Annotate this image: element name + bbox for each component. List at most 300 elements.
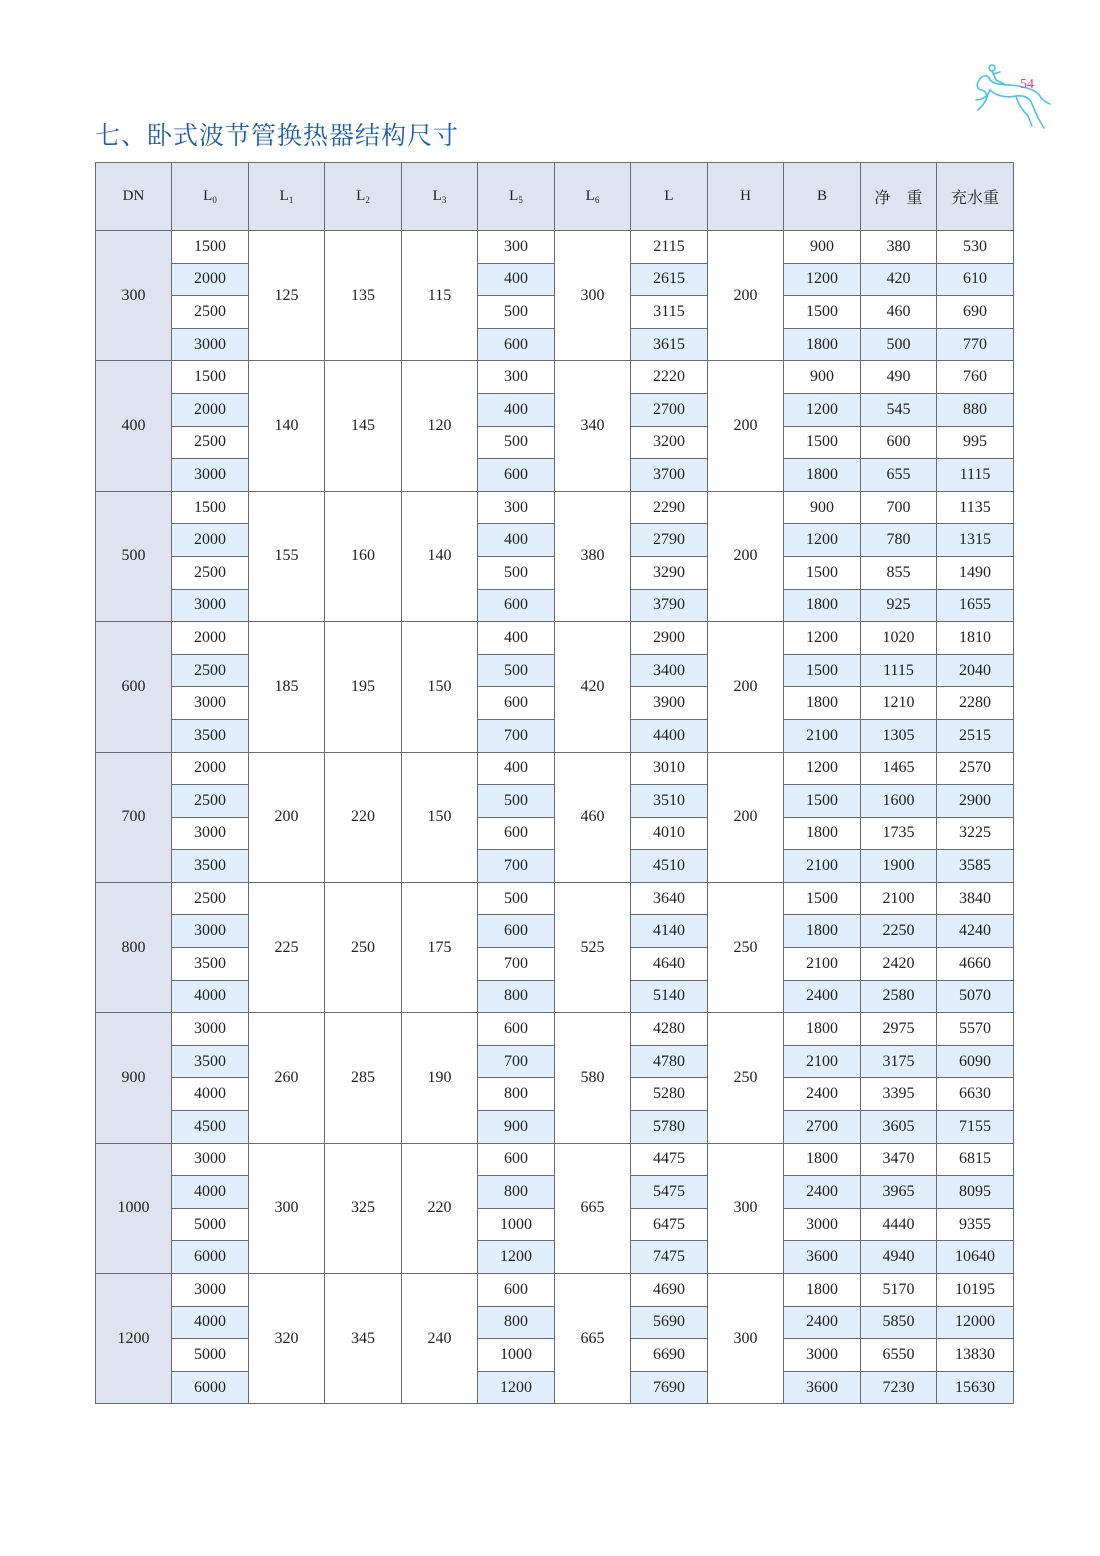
l2-cell: 220 <box>325 752 402 882</box>
net-weight-cell: 925 <box>861 589 937 622</box>
net-weight-cell: 5850 <box>861 1306 937 1339</box>
net-weight-cell: 2420 <box>861 948 937 981</box>
water-weight-cell: 530 <box>937 231 1014 264</box>
l5-cell: 600 <box>478 459 555 492</box>
net-weight-cell: 490 <box>861 361 937 394</box>
water-weight-cell: 3225 <box>937 817 1014 850</box>
l1-cell: 260 <box>249 1013 325 1143</box>
l5-cell: 800 <box>478 1306 555 1339</box>
l0-cell: 1500 <box>172 361 249 394</box>
net-weight-cell: 855 <box>861 556 937 589</box>
b-cell: 1500 <box>784 426 861 459</box>
l5-cell: 700 <box>478 850 555 883</box>
water-weight-cell: 10195 <box>937 1274 1014 1307</box>
l3-cell: 220 <box>402 1143 478 1273</box>
net-weight-cell: 1465 <box>861 752 937 785</box>
l-cell: 3200 <box>631 426 708 459</box>
l-cell: 4780 <box>631 1045 708 1078</box>
b-cell: 1500 <box>784 785 861 818</box>
l6-cell: 525 <box>555 882 631 1012</box>
l3-cell: 150 <box>402 622 478 752</box>
l-cell: 4690 <box>631 1274 708 1307</box>
l0-cell: 2500 <box>172 426 249 459</box>
l5-cell: 500 <box>478 296 555 329</box>
b-cell: 1500 <box>784 882 861 915</box>
net-weight-cell: 1735 <box>861 817 937 850</box>
l5-cell: 500 <box>478 654 555 687</box>
water-weight-cell: 9355 <box>937 1208 1014 1241</box>
l5-cell: 500 <box>478 556 555 589</box>
l-cell: 7690 <box>631 1371 708 1404</box>
table-row <box>96 361 1014 394</box>
water-weight-cell: 5570 <box>937 1013 1014 1046</box>
column-header <box>555 163 631 231</box>
l-cell: 5780 <box>631 1111 708 1144</box>
net-weight-cell: 3470 <box>861 1143 937 1176</box>
net-weight-cell: 3175 <box>861 1045 937 1078</box>
b-cell: 1200 <box>784 263 861 296</box>
l-cell: 3400 <box>631 654 708 687</box>
l0-cell: 3000 <box>172 1143 249 1176</box>
l5-cell: 500 <box>478 426 555 459</box>
net-weight-cell: 600 <box>861 426 937 459</box>
b-cell: 3600 <box>784 1241 861 1274</box>
l0-cell: 3000 <box>172 1274 249 1307</box>
h-cell: 200 <box>708 622 784 752</box>
l-cell: 4640 <box>631 948 708 981</box>
l-cell: 2615 <box>631 263 708 296</box>
water-weight-cell: 7155 <box>937 1111 1014 1144</box>
b-cell: 1500 <box>784 654 861 687</box>
l5-cell: 300 <box>478 491 555 524</box>
water-weight-cell: 4660 <box>937 948 1014 981</box>
l0-cell: 1500 <box>172 491 249 524</box>
l0-cell: 5000 <box>172 1339 249 1372</box>
water-weight-cell: 6090 <box>937 1045 1014 1078</box>
l1-cell: 200 <box>249 752 325 882</box>
b-cell: 2700 <box>784 1111 861 1144</box>
column-header-label: L <box>203 188 213 204</box>
column-header <box>708 163 784 231</box>
water-weight-cell: 1115 <box>937 459 1014 492</box>
l-cell: 2220 <box>631 361 708 394</box>
l-cell: 2790 <box>631 524 708 557</box>
table-row <box>96 491 1014 524</box>
net-weight-cell: 2100 <box>861 882 937 915</box>
water-weight-cell: 1315 <box>937 524 1014 557</box>
l-cell: 5475 <box>631 1176 708 1209</box>
l0-cell: 2500 <box>172 882 249 915</box>
water-weight-cell: 690 <box>937 296 1014 329</box>
column-header-label: L <box>664 188 674 204</box>
l5-cell: 900 <box>478 1111 555 1144</box>
water-weight-cell: 2900 <box>937 785 1014 818</box>
l1-cell: 300 <box>249 1143 325 1273</box>
column-header <box>172 163 249 231</box>
l2-cell: 145 <box>325 361 402 491</box>
b-cell: 3600 <box>784 1371 861 1404</box>
column-header-subscript: 3 <box>441 195 447 205</box>
column-header-label: 净 重 <box>874 188 923 207</box>
column-header-subscript: 0 <box>212 195 217 205</box>
dn-cell: 600 <box>96 622 172 752</box>
column-header-label: DN <box>122 188 145 204</box>
table-body <box>96 231 1014 1404</box>
l3-cell: 190 <box>402 1013 478 1143</box>
l5-cell: 500 <box>478 882 555 915</box>
l2-cell: 250 <box>325 882 402 1012</box>
l1-cell: 155 <box>249 491 325 621</box>
l2-cell: 325 <box>325 1143 402 1273</box>
l5-cell: 400 <box>478 263 555 296</box>
dn-cell: 800 <box>96 882 172 1012</box>
b-cell: 3000 <box>784 1339 861 1372</box>
dn-cell: 400 <box>96 361 172 491</box>
water-weight-cell: 2515 <box>937 719 1014 752</box>
water-weight-cell: 880 <box>937 393 1014 426</box>
l0-cell: 6000 <box>172 1371 249 1404</box>
b-cell: 2400 <box>784 1176 861 1209</box>
column-header <box>861 163 937 231</box>
column-header <box>249 163 325 231</box>
table-row <box>96 882 1014 915</box>
column-header <box>478 163 555 231</box>
l5-cell: 800 <box>478 1078 555 1111</box>
l5-cell: 400 <box>478 524 555 557</box>
page-title: 七、卧式波节管换热器结构尺寸 <box>95 121 460 150</box>
net-weight-cell: 2975 <box>861 1013 937 1046</box>
water-weight-cell: 6630 <box>937 1078 1014 1111</box>
l5-cell: 600 <box>478 817 555 850</box>
column-header-label: L <box>432 188 442 204</box>
l2-cell: 160 <box>325 491 402 621</box>
l6-cell: 380 <box>555 491 631 621</box>
dn-cell: 700 <box>96 752 172 882</box>
l5-cell: 600 <box>478 1143 555 1176</box>
h-cell: 200 <box>708 491 784 621</box>
l0-cell: 2000 <box>172 752 249 785</box>
l-cell: 3615 <box>631 328 708 361</box>
dn-cell: 1000 <box>96 1143 172 1273</box>
l-cell: 3900 <box>631 687 708 720</box>
net-weight-cell: 7230 <box>861 1371 937 1404</box>
b-cell: 2100 <box>784 1045 861 1078</box>
l6-cell: 665 <box>555 1143 631 1273</box>
l5-cell: 600 <box>478 687 555 720</box>
h-cell: 300 <box>708 1143 784 1273</box>
b-cell: 1800 <box>784 1013 861 1046</box>
b-cell: 1800 <box>784 1274 861 1307</box>
l0-cell: 3500 <box>172 850 249 883</box>
net-weight-cell: 4440 <box>861 1208 937 1241</box>
column-header-label: L <box>356 188 366 204</box>
net-weight-cell: 3965 <box>861 1176 937 1209</box>
l1-cell: 140 <box>249 361 325 491</box>
l5-cell: 1200 <box>478 1241 555 1274</box>
l-cell: 4280 <box>631 1013 708 1046</box>
water-weight-cell: 8095 <box>937 1176 1014 1209</box>
net-weight-cell: 780 <box>861 524 937 557</box>
l5-cell: 300 <box>478 231 555 264</box>
b-cell: 1800 <box>784 817 861 850</box>
l0-cell: 3000 <box>172 589 249 622</box>
l-cell: 5140 <box>631 980 708 1013</box>
l5-cell: 1000 <box>478 1208 555 1241</box>
l0-cell: 4000 <box>172 1176 249 1209</box>
net-weight-cell: 700 <box>861 491 937 524</box>
l0-cell: 4000 <box>172 1078 249 1111</box>
column-header-subscript: 6 <box>594 195 600 205</box>
dimensions-table <box>95 162 1014 1404</box>
column-header-subscript: 1 <box>288 195 294 205</box>
l-cell: 3790 <box>631 589 708 622</box>
l5-cell: 700 <box>478 719 555 752</box>
l5-cell: 600 <box>478 1274 555 1307</box>
b-cell: 2400 <box>784 980 861 1013</box>
water-weight-cell: 3840 <box>937 882 1014 915</box>
net-weight-cell: 655 <box>861 459 937 492</box>
h-cell: 200 <box>708 361 784 491</box>
l2-cell: 345 <box>325 1274 402 1404</box>
page-number: 54 <box>1020 77 1034 92</box>
b-cell: 1500 <box>784 296 861 329</box>
b-cell: 900 <box>784 491 861 524</box>
l5-cell: 400 <box>478 622 555 655</box>
l5-cell: 1200 <box>478 1371 555 1404</box>
b-cell: 1800 <box>784 915 861 948</box>
net-weight-cell: 500 <box>861 328 937 361</box>
l0-cell: 2000 <box>172 524 249 557</box>
horse-rider-logo-icon <box>972 60 1052 132</box>
l5-cell: 500 <box>478 785 555 818</box>
l0-cell: 2500 <box>172 556 249 589</box>
b-cell: 1800 <box>784 687 861 720</box>
table-row <box>96 622 1014 655</box>
b-cell: 1200 <box>784 622 861 655</box>
water-weight-cell: 10640 <box>937 1241 1014 1274</box>
column-header-label: B <box>816 188 827 204</box>
l2-cell: 285 <box>325 1013 402 1143</box>
l0-cell: 2000 <box>172 622 249 655</box>
l-cell: 6690 <box>631 1339 708 1372</box>
l3-cell: 115 <box>402 231 478 361</box>
net-weight-cell: 2580 <box>861 980 937 1013</box>
l1-cell: 225 <box>249 882 325 1012</box>
b-cell: 3000 <box>784 1208 861 1241</box>
l5-cell: 400 <box>478 752 555 785</box>
net-weight-cell: 1115 <box>861 654 937 687</box>
l0-cell: 3000 <box>172 687 249 720</box>
b-cell: 900 <box>784 231 861 264</box>
dn-cell: 1200 <box>96 1274 172 1404</box>
l0-cell: 4000 <box>172 980 249 1013</box>
l1-cell: 185 <box>249 622 325 752</box>
column-header <box>631 163 708 231</box>
l-cell: 3290 <box>631 556 708 589</box>
l0-cell: 3000 <box>172 328 249 361</box>
l0-cell: 4500 <box>172 1111 249 1144</box>
net-weight-cell: 1305 <box>861 719 937 752</box>
l-cell: 4510 <box>631 850 708 883</box>
l0-cell: 6000 <box>172 1241 249 1274</box>
column-header-label: L <box>509 188 519 204</box>
column-header-label: H <box>740 188 751 204</box>
water-weight-cell: 15630 <box>937 1371 1014 1404</box>
l0-cell: 3000 <box>172 459 249 492</box>
column-header <box>937 163 1014 231</box>
b-cell: 1200 <box>784 393 861 426</box>
l0-cell: 3000 <box>172 915 249 948</box>
l-cell: 2115 <box>631 231 708 264</box>
l1-cell: 320 <box>249 1274 325 1404</box>
water-weight-cell: 13830 <box>937 1339 1014 1372</box>
water-weight-cell: 12000 <box>937 1306 1014 1339</box>
l6-cell: 340 <box>555 361 631 491</box>
l1-cell: 125 <box>249 231 325 361</box>
l-cell: 4010 <box>631 817 708 850</box>
b-cell: 2100 <box>784 948 861 981</box>
water-weight-cell: 995 <box>937 426 1014 459</box>
l-cell: 7475 <box>631 1241 708 1274</box>
l-cell: 4140 <box>631 915 708 948</box>
table-row <box>96 752 1014 785</box>
water-weight-cell: 1135 <box>937 491 1014 524</box>
dn-cell: 900 <box>96 1013 172 1143</box>
water-weight-cell: 2570 <box>937 752 1014 785</box>
l6-cell: 300 <box>555 231 631 361</box>
column-header <box>402 163 478 231</box>
l5-cell: 800 <box>478 1176 555 1209</box>
l3-cell: 175 <box>402 882 478 1012</box>
b-cell: 2100 <box>784 719 861 752</box>
l6-cell: 665 <box>555 1274 631 1404</box>
l-cell: 2290 <box>631 491 708 524</box>
b-cell: 1800 <box>784 589 861 622</box>
b-cell: 2400 <box>784 1306 861 1339</box>
net-weight-cell: 420 <box>861 263 937 296</box>
l5-cell: 400 <box>478 393 555 426</box>
l-cell: 6475 <box>631 1208 708 1241</box>
dn-cell: 300 <box>96 231 172 361</box>
l5-cell: 600 <box>478 589 555 622</box>
l-cell: 3700 <box>631 459 708 492</box>
table-row <box>96 1274 1014 1307</box>
b-cell: 1800 <box>784 459 861 492</box>
l3-cell: 140 <box>402 491 478 621</box>
column-header <box>96 163 172 231</box>
l5-cell: 700 <box>478 948 555 981</box>
l3-cell: 120 <box>402 361 478 491</box>
l3-cell: 150 <box>402 752 478 882</box>
l-cell: 2900 <box>631 622 708 655</box>
water-weight-cell: 1810 <box>937 622 1014 655</box>
net-weight-cell: 3605 <box>861 1111 937 1144</box>
l6-cell: 420 <box>555 622 631 752</box>
l0-cell: 2500 <box>172 785 249 818</box>
h-cell: 300 <box>708 1274 784 1404</box>
l0-cell: 4000 <box>172 1306 249 1339</box>
l0-cell: 3500 <box>172 948 249 981</box>
l0-cell: 5000 <box>172 1208 249 1241</box>
l-cell: 3640 <box>631 882 708 915</box>
b-cell: 1200 <box>784 752 861 785</box>
l0-cell: 2500 <box>172 654 249 687</box>
b-cell: 2400 <box>784 1078 861 1111</box>
l5-cell: 700 <box>478 1045 555 1078</box>
l0-cell: 3500 <box>172 1045 249 1078</box>
net-weight-cell: 380 <box>861 231 937 264</box>
b-cell: 900 <box>784 361 861 394</box>
net-weight-cell: 5170 <box>861 1274 937 1307</box>
l-cell: 4475 <box>631 1143 708 1176</box>
l5-cell: 600 <box>478 1013 555 1046</box>
water-weight-cell: 1655 <box>937 589 1014 622</box>
l-cell: 2700 <box>631 393 708 426</box>
table-row <box>96 1013 1014 1046</box>
column-header-subscript: 2 <box>365 195 370 205</box>
h-cell: 200 <box>708 752 784 882</box>
net-weight-cell: 6550 <box>861 1339 937 1372</box>
column-header <box>325 163 402 231</box>
l5-cell: 600 <box>478 328 555 361</box>
column-header-label: L <box>585 188 595 204</box>
h-cell: 250 <box>708 882 784 1012</box>
net-weight-cell: 460 <box>861 296 937 329</box>
column-header-label: 充水重 <box>950 188 999 207</box>
water-weight-cell: 5070 <box>937 980 1014 1013</box>
l5-cell: 300 <box>478 361 555 394</box>
l-cell: 5690 <box>631 1306 708 1339</box>
net-weight-cell: 1210 <box>861 687 937 720</box>
l2-cell: 135 <box>325 231 402 361</box>
net-weight-cell: 1600 <box>861 785 937 818</box>
water-weight-cell: 6815 <box>937 1143 1014 1176</box>
net-weight-cell: 2250 <box>861 915 937 948</box>
l-cell: 5280 <box>631 1078 708 1111</box>
table-row <box>96 1143 1014 1176</box>
l0-cell: 3500 <box>172 719 249 752</box>
l0-cell: 2500 <box>172 296 249 329</box>
l3-cell: 240 <box>402 1274 478 1404</box>
h-cell: 200 <box>708 231 784 361</box>
net-weight-cell: 1020 <box>861 622 937 655</box>
net-weight-cell: 1900 <box>861 850 937 883</box>
l-cell: 3010 <box>631 752 708 785</box>
water-weight-cell: 610 <box>937 263 1014 296</box>
b-cell: 2100 <box>784 850 861 883</box>
water-weight-cell: 770 <box>937 328 1014 361</box>
l6-cell: 460 <box>555 752 631 882</box>
l-cell: 3510 <box>631 785 708 818</box>
table-row <box>96 231 1014 264</box>
l-cell: 4400 <box>631 719 708 752</box>
water-weight-cell: 4240 <box>937 915 1014 948</box>
l5-cell: 1000 <box>478 1339 555 1372</box>
water-weight-cell: 2280 <box>937 687 1014 720</box>
column-header-label: L <box>279 188 289 204</box>
l5-cell: 600 <box>478 915 555 948</box>
b-cell: 1800 <box>784 1143 861 1176</box>
l0-cell: 3000 <box>172 817 249 850</box>
table-header-row <box>96 163 1014 231</box>
dn-cell: 500 <box>96 491 172 621</box>
l0-cell: 2000 <box>172 393 249 426</box>
h-cell: 250 <box>708 1013 784 1143</box>
l2-cell: 195 <box>325 622 402 752</box>
net-weight-cell: 545 <box>861 393 937 426</box>
l6-cell: 580 <box>555 1013 631 1143</box>
water-weight-cell: 760 <box>937 361 1014 394</box>
